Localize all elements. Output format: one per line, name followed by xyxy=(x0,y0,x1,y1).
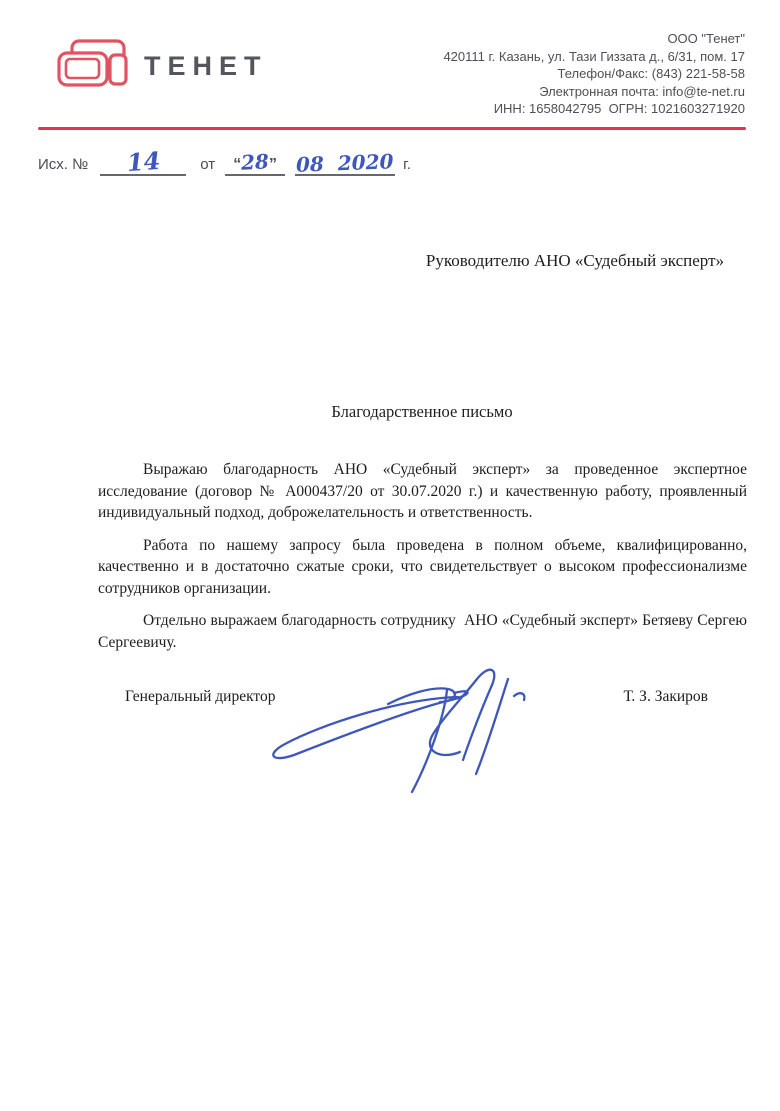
logo-text: ТЕНЕТ xyxy=(144,50,268,81)
body-paragraph: Выражаю благодарность АНО «Судебный эксперт» за проведенное экспертное исследование (договор № А000437/20 от 30.07.2020 г.) и качественную работу, проявленный индивидуальный подход, доброжелательность и ответственность. xyxy=(98,461,747,521)
company-contact-block xyxy=(443,30,745,118)
day-value: 28 xyxy=(240,149,270,175)
ref-label: Исх. № xyxy=(38,156,89,173)
header-divider xyxy=(38,127,746,130)
day-field xyxy=(225,149,285,176)
year-suffix: г. xyxy=(403,156,411,173)
signoff-position: Генеральный директор xyxy=(125,688,276,705)
ref-number-field xyxy=(100,145,186,178)
contact-line-address: 420111 г. Казань, ул. Тази Гиззата д., 6/31, пом. 17 xyxy=(443,48,745,64)
letter-title: Благодарственное письмо xyxy=(331,402,513,421)
from-label: от xyxy=(200,156,216,173)
company-logo xyxy=(57,38,268,90)
letter-body xyxy=(98,459,747,664)
outgoing-ref-line xyxy=(38,145,411,178)
signoff-name: Т. З. Закиров xyxy=(623,688,708,705)
open-quote: “ xyxy=(233,156,242,173)
contact-line-inn-ogrn: ИНН: 1658042795 ОГРН: 1021603271920 xyxy=(493,101,745,116)
month-year-value: 08 2020 xyxy=(296,149,395,177)
body-paragraph: Отдельно выражаем благодарность сотруднику АНО «Судебный эксперт» Бетяеву Сергею Сергеевичу. xyxy=(98,612,747,651)
contact-line-phone: Телефон/Факс: (843) 221-58-58 xyxy=(557,66,745,81)
signature-ink xyxy=(248,652,558,802)
ref-number-value: 14 xyxy=(125,145,161,178)
close-quote: ” xyxy=(269,156,278,173)
contact-line-email: Электронная почта: info@te-net.ru xyxy=(539,83,745,99)
devices-icon xyxy=(57,38,129,90)
recipient-line: Руководителю АНО «Судебный эксперт» xyxy=(425,251,724,270)
contact-line-company: ООО "Тенет" xyxy=(667,31,745,46)
month-year-field xyxy=(295,149,395,177)
body-paragraph: Работа по нашему запросу была проведена в полном объеме, квалифицированно, качественно и в достаточно сжатые сроки, что свидетельствует о высоком профессионализме сотрудников организации. xyxy=(98,536,747,597)
